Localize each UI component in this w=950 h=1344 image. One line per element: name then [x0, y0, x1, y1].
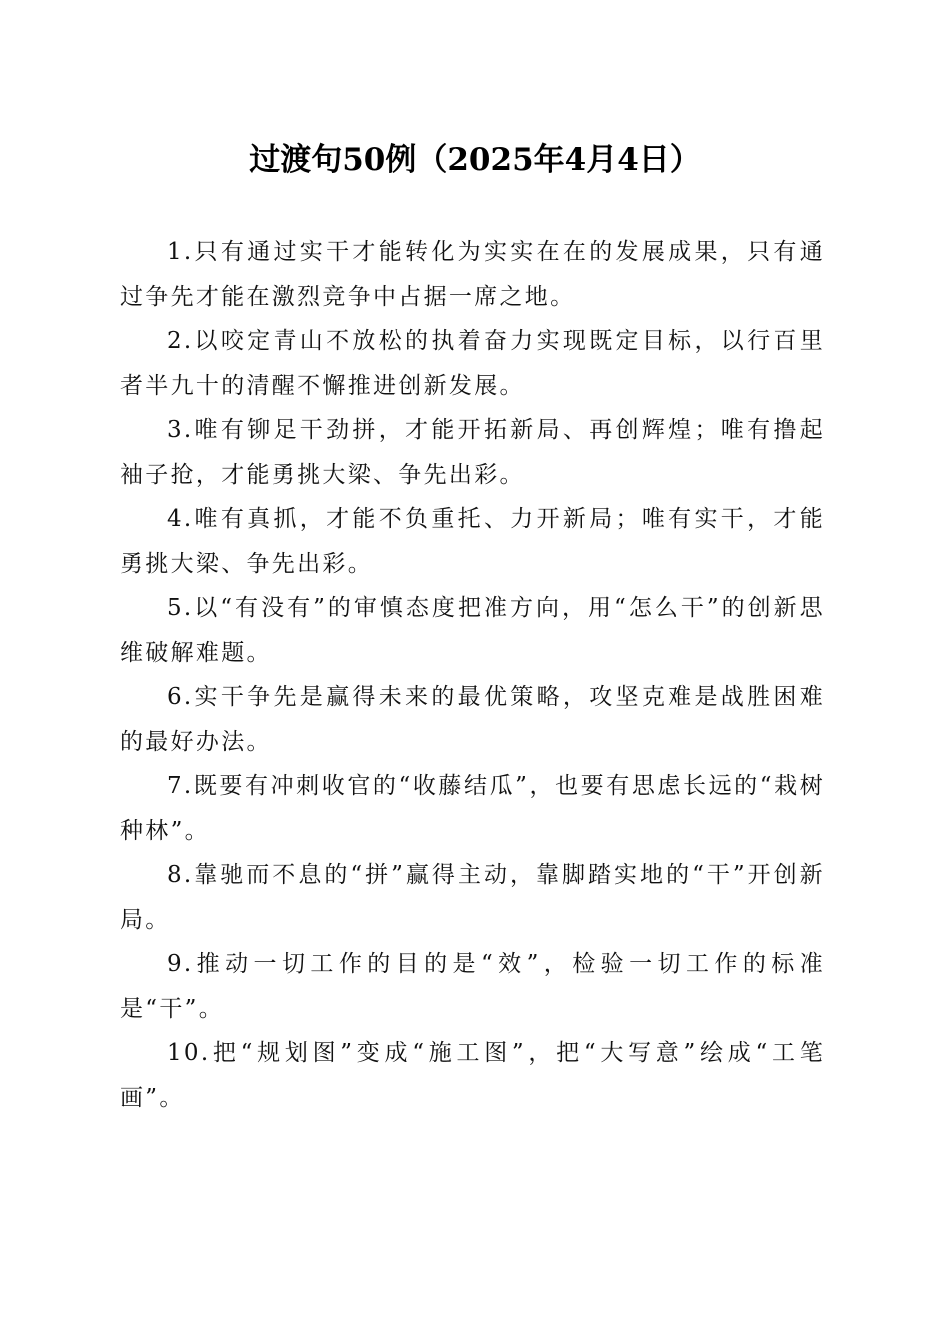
paragraph-5: 5.以“有没有”的审慎态度把准方向，用“怎么干”的创新思维破解难题。 — [120, 595, 825, 666]
paragraph-9: 9.推动一切工作的目的是“效”，检验一切工作的标准是“干”。 — [120, 951, 825, 1022]
paragraph-8: 8.靠驰而不息的“拼”赢得主动，靠脚踏实地的“干”开创新局。 — [120, 862, 825, 933]
paragraph-7: 7.既要有冲刺收官的“收藤结瓜”，也要有思虑长远的“栽树种林”。 — [120, 773, 825, 844]
document-body — [120, 230, 825, 1120]
paragraph-3: 3.唯有铆足干劲拼，才能开拓新局、再创辉煌；唯有撸起袖子抢，才能勇挑大梁、争先出彩。 — [120, 417, 825, 488]
paragraph-10: 10.把“规划图”变成“施工图”，把“大写意”绘成“工笔画”。 — [120, 1040, 825, 1111]
document-title: 过渡句50例（2025年4月4日） — [249, 142, 701, 178]
paragraph-1: 1.只有通过实干才能转化为实实在在的发展成果，只有通过争先才能在激烈竞争中占据一席之地。 — [120, 239, 825, 310]
paragraph-2: 2.以咬定青山不放松的执着奋力实现既定目标，以行百里者半九十的清醒不懈推进创新发展。 — [120, 328, 825, 399]
paragraph-6: 6.实干争先是赢得未来的最优策略，攻坚克难是战胜困难的最好办法。 — [120, 684, 825, 755]
paragraph-4: 4.唯有真抓，才能不负重托、力开新局；唯有实干，才能勇挑大梁、争先出彩。 — [120, 506, 825, 577]
